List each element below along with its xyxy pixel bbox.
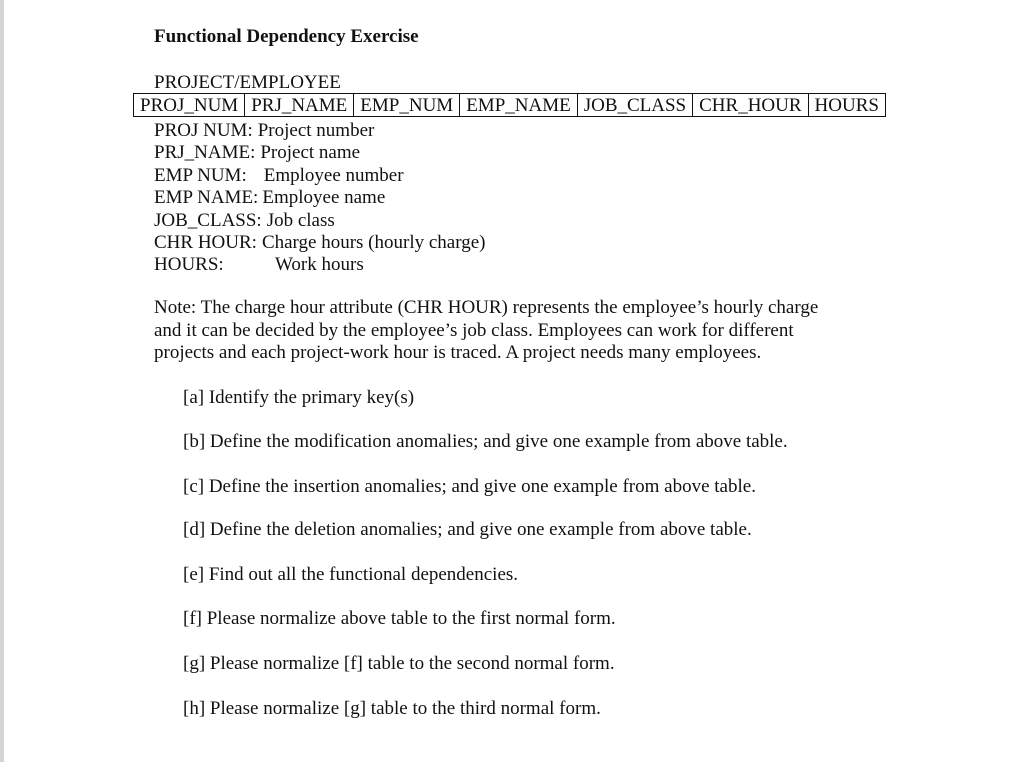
attribute-cell: CHR_HOUR bbox=[693, 94, 808, 116]
definition-term: EMP NUM: bbox=[154, 164, 247, 186]
definition-term: EMP NAME: bbox=[154, 187, 259, 209]
question-item: [d] Define the deletion anomalies; and give one example from above table. bbox=[183, 519, 752, 540]
definition-row bbox=[154, 232, 485, 254]
relation-name: PROJECT/EMPLOYEE bbox=[154, 72, 341, 93]
attribute-cell: PRJ_NAME bbox=[245, 94, 354, 116]
attribute-cell: PROJ_NUM bbox=[134, 94, 245, 116]
definition-row bbox=[154, 187, 485, 209]
attribute-cell: JOB_CLASS bbox=[578, 94, 693, 116]
definition-description: Employee number bbox=[263, 164, 404, 186]
definition-term: HOURS: bbox=[154, 254, 224, 276]
question-item: [c] Define the insertion anomalies; and give one example from above table. bbox=[183, 476, 756, 497]
relation-attribute-table bbox=[133, 93, 886, 117]
definition-term: CHR HOUR: bbox=[154, 232, 257, 254]
definition-description: Charge hours (hourly charge) bbox=[261, 232, 486, 254]
definition-description: Project name bbox=[260, 142, 361, 164]
definition-term: PROJ NUM: bbox=[154, 120, 253, 141]
note-line: and it can be decided by the employee’s job class. Employees can work for different bbox=[154, 319, 794, 341]
definition-description: Project number bbox=[257, 120, 375, 141]
question-item: [h] Please normalize [g] table to the third normal form. bbox=[183, 698, 601, 719]
question-item: [f] Please normalize above table to the first normal form. bbox=[183, 608, 616, 629]
document-title: Functional Dependency Exercise bbox=[154, 26, 419, 47]
definition-term: PRJ_NAME: bbox=[154, 142, 256, 164]
definition-row bbox=[154, 254, 485, 276]
attribute-cell: HOURS bbox=[814, 94, 879, 116]
attribute-cell: EMP_NAME bbox=[460, 94, 578, 116]
attribute-definitions bbox=[154, 120, 485, 277]
question-item: [e] Find out all the functional dependencies. bbox=[183, 564, 519, 585]
question-item: [g] Please normalize [f] table to the second normal form. bbox=[183, 653, 615, 674]
note-paragraph bbox=[154, 297, 818, 365]
note-line: Note: The charge hour attribute (CHR HOUR) represents the employee’s hourly charge bbox=[154, 297, 819, 318]
definition-description: Work hours bbox=[275, 254, 364, 276]
attribute-cell: EMP_NUM bbox=[354, 94, 460, 116]
note-line: projects and each project-work hour is traced. A project needs many employees. bbox=[154, 342, 762, 363]
definition-description: Employee name bbox=[262, 187, 386, 209]
definition-row bbox=[154, 120, 485, 142]
definition-term: JOB_CLASS: bbox=[154, 209, 262, 231]
definition-row bbox=[154, 142, 485, 164]
definition-row bbox=[154, 165, 485, 187]
question-item: [b] Define the modification anomalies; and give one example from above table. bbox=[183, 431, 788, 452]
question-item: [a] Identify the primary key(s) bbox=[183, 387, 415, 408]
definition-row bbox=[154, 210, 485, 232]
definition-description: Job class bbox=[266, 209, 335, 231]
